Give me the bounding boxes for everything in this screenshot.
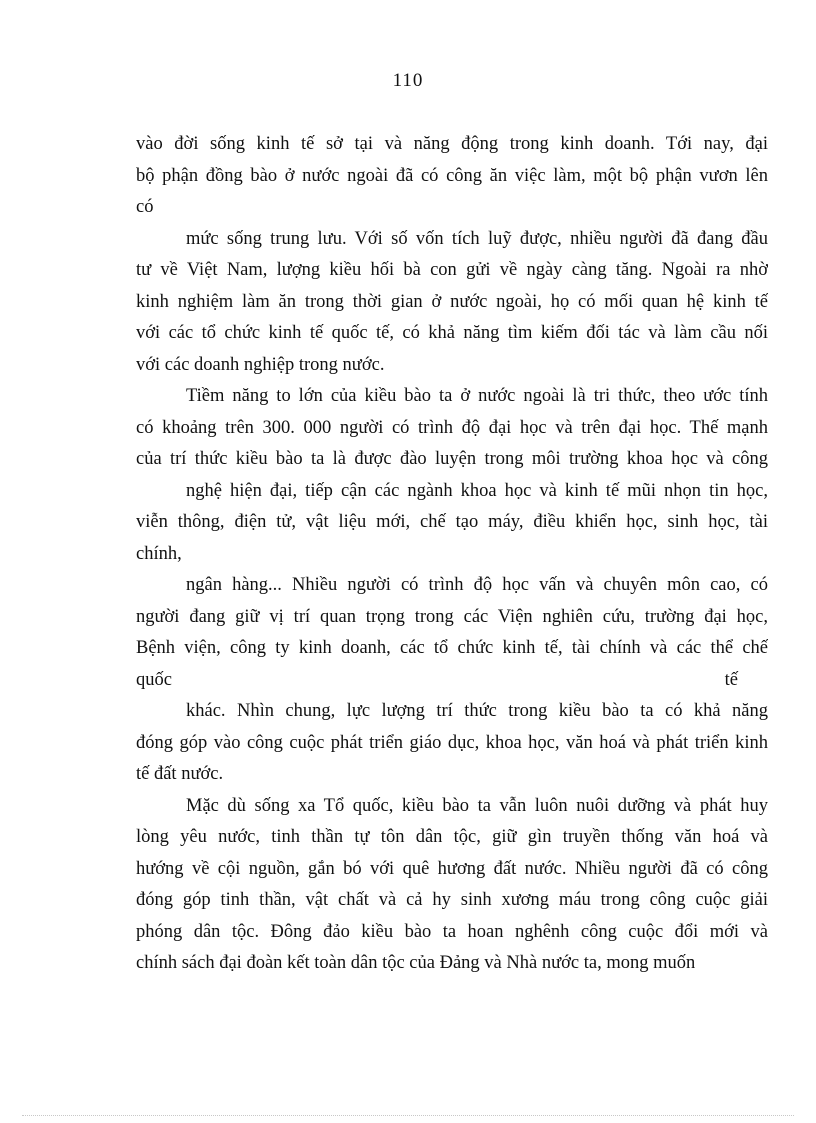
- text-line: bộ phận đồng bào ở nước ngoài đã có công ăn việc làm, một bộ phận vươn lên: [136, 165, 768, 186]
- page-bottom-rule: [22, 1115, 794, 1116]
- text-line: tế đất nước.: [136, 764, 224, 784]
- text-line-split: [136, 665, 768, 697]
- text-line: mức sống trung lưu. Với số vốn tích luỹ được, nhiều người đã đang đầu: [186, 228, 768, 249]
- text-line: ngân hàng... Nhiều người có trình độ học vấn và chuyên môn cao, có: [186, 575, 768, 595]
- text-line: người đang giữ vị trí quan trọng trong các Viện nghiên cứu, trường đại học,: [136, 606, 768, 627]
- text-line: Bệnh viện, công ty kinh doanh, các tổ chức kinh tế, tài chính và các thể chế: [136, 638, 768, 658]
- text-line: chính,: [136, 543, 182, 564]
- text-line: Tiềm năng to lớn của kiều bào ta ở nước ngoài là tri thức, theo ước tính: [186, 386, 768, 406]
- text-line: của trí thức kiều bào ta là được đào luyện trong môi trường khoa học và công: [136, 449, 768, 469]
- text-fragment: quốc: [136, 669, 172, 690]
- text-line: hướng về cội nguồn, gắn bó với quê hương đất nước. Nhiều người đã có công: [136, 858, 768, 879]
- text-line: đóng góp tinh thần, vật chất và cả hy sinh xương máu trong công cuộc giải: [136, 890, 768, 910]
- text-line: lòng yêu nước, tinh thần tự tôn dân tộc, giữ gìn truyền thống văn hoá và: [136, 827, 768, 847]
- body-text: [136, 129, 768, 980]
- text-line: viễn thông, điện tử, vật liệu mới, chế tạo máy, điều khiển học, sinh học, tài: [136, 512, 768, 532]
- text-line: kinh nghiệm làm ăn trong thời gian ở nước ngoài, họ có mối quan hệ kinh tế: [136, 291, 768, 312]
- text-line: nghệ hiện đại, tiếp cận các ngành khoa học và kinh tế mũi nhọn tin học,: [186, 480, 768, 501]
- text-line: chính sách đại đoàn kết toàn dân tộc của Đảng và Nhà nước ta, mong muốn: [136, 953, 696, 973]
- text-line: với các tổ chức kinh tế quốc tế, có khả năng tìm kiếm đối tác và làm cầu nối: [136, 323, 768, 343]
- text-line: đóng góp vào công cuộc phát triển giáo dục, khoa học, văn hoá và phát triển kinh: [136, 732, 768, 753]
- page-number: 110: [392, 70, 424, 91]
- text-line: có: [136, 197, 154, 217]
- text-line: có khoảng trên 300. 000 người có trình độ đại học và trên đại học. Thế mạnh: [136, 417, 768, 438]
- text-line: tư về Việt Nam, lượng kiều hối bà con gửi về ngày càng tăng. Ngoài ra nhờ: [136, 260, 768, 280]
- text-line: vào đời sống kinh tế sở tại và năng động trong kinh doanh. Tới nay, đại: [136, 134, 768, 154]
- text-line: khác. Nhìn chung, lực lượng trí thức trong kiều bào ta có khả năng: [186, 701, 768, 721]
- text-line: Mặc dù sống xa Tổ quốc, kiều bào ta vẫn luôn nuôi dưỡng và phát huy: [186, 795, 768, 816]
- text-fragment: tế: [724, 669, 738, 690]
- text-line: phóng dân tộc. Đông đảo kiều bào ta hoan nghênh công cuộc đổi mới và: [136, 921, 768, 942]
- text-line: với các doanh nghiệp trong nước.: [136, 354, 385, 375]
